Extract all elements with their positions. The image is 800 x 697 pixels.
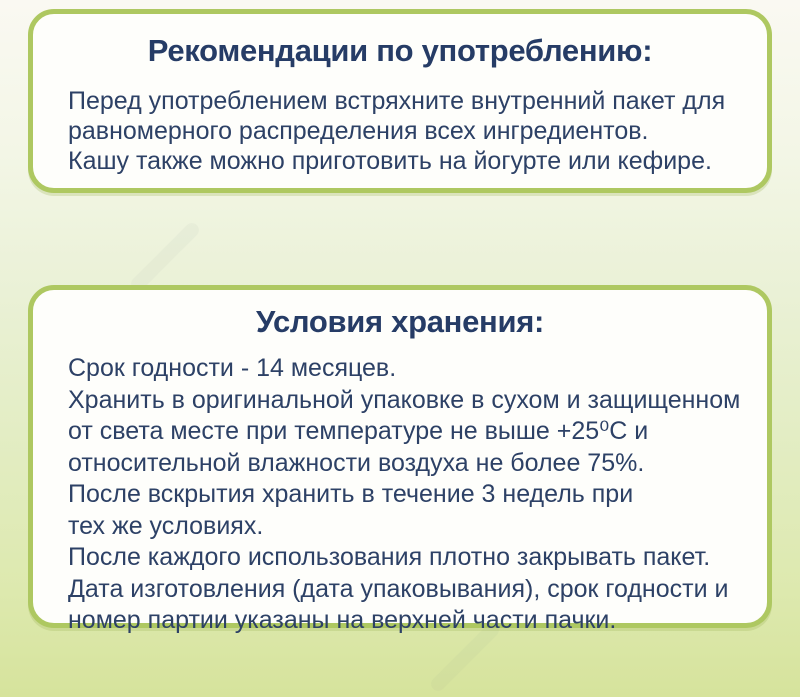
text-line: Кашу также можно приготовить на йогурте или кефире. bbox=[68, 147, 712, 175]
usage-recommendations-card bbox=[28, 9, 772, 193]
text-line: Срок годности - 14 месяцев. bbox=[68, 354, 397, 382]
text-line: тех же условиях. bbox=[68, 511, 264, 540]
storage-conditions-card bbox=[28, 285, 772, 634]
text-line: Перед употреблением встряхните внутренний пакет для bbox=[68, 87, 726, 115]
storage-conditions-text bbox=[33, 353, 767, 637]
text-line: После вскрытия хранить в течение 3 недель при bbox=[68, 480, 634, 508]
usage-recommendations-title: Рекомендации по употреблению: bbox=[147, 33, 653, 68]
text-line: равномерного распределения всех ингредиентов. bbox=[68, 117, 649, 145]
text-line: После каждого использования плотно закрывать пакет. bbox=[68, 543, 711, 571]
text-line: от света месте при температуре не выше +25⁰С и bbox=[68, 417, 649, 445]
storage-conditions-title: Условия хранения: bbox=[255, 304, 545, 339]
text-line: номер партии указаны на верхней части пачки. bbox=[68, 606, 617, 634]
faint-watermark bbox=[128, 220, 202, 294]
usage-recommendations-text bbox=[33, 86, 767, 176]
text-line: относительной влажности воздуха не более 75%. bbox=[68, 448, 645, 477]
text-line: Дата изготовления (дата упаковывания), срок годности и bbox=[68, 574, 729, 603]
text-line: Хранить в оригинальной упаковке в сухом и защищенном bbox=[68, 385, 741, 414]
